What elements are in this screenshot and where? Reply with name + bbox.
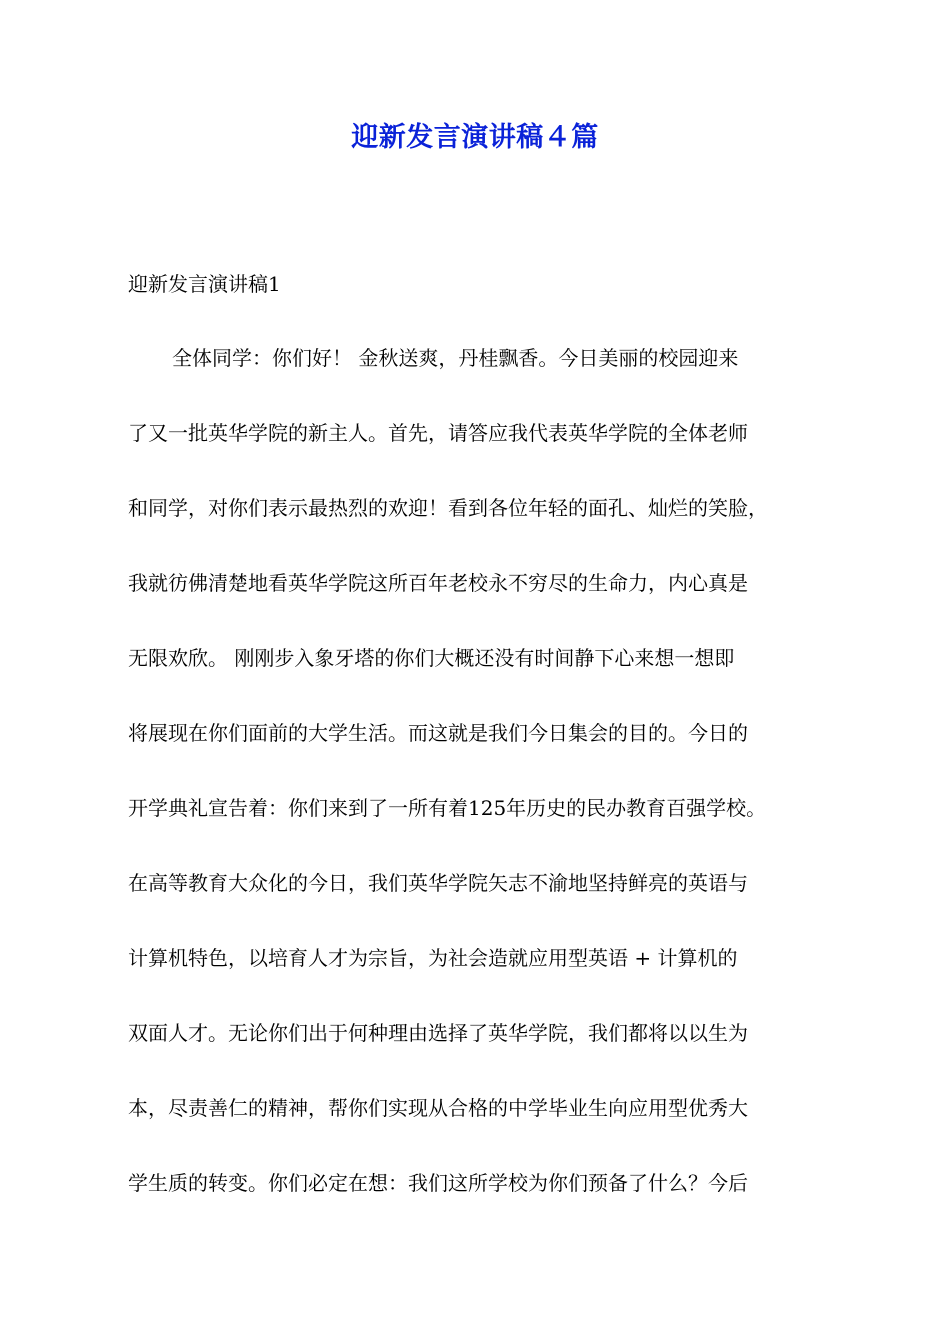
paragraph-line: 了又一批英华学院的新主人。首先，请答应我代表英华学院的全体老师 [128,421,748,445]
paragraph-line: 学生质的转变。你们必定在想：我们这所学校为你们预备了什么？今后 [128,1171,748,1195]
paragraph-line: 和同学，对你们表示最热烈的欢迎！看到各位年轻的面孔、灿烂的笑脸， [128,496,768,520]
paragraph-line: 我就彷佛清楚地看英华学院这所百年老校永不穷尽的生命力，内心真是 [128,571,748,595]
paragraph-line: 在高等教育大众化的今日，我们英华学院矢志不渝地坚持鲜亮的英语与 [128,871,748,895]
paragraph-line: 开学典礼宣告着：你们来到了一所有着125年历史的民办教育百强学校。 [128,796,767,820]
paragraph-line: 双面人才。无论你们出于何种理由选择了英华学院，我们都将以以生为 [128,1021,748,1045]
paragraph-line: 全体同学：你们好！ 金秋送爽，丹桂飘香。今日美丽的校园迎来 [172,346,739,370]
document-title: 迎新发言演讲稿４篇 [351,122,599,153]
paragraph-line: 将展现在你们面前的大学生活。而这就是我们今日集会的目的。今日的 [128,721,748,745]
paragraph-line: 无限欢欣。 刚刚步入象牙塔的你们大概还没有时间静下心来想一想即 [128,646,735,670]
paragraph-line: 本，尽责善仁的精神，帮你们实现从合格的中学毕业生向应用型优秀大 [128,1096,748,1120]
section-heading: 迎新发言演讲稿1 [128,272,281,296]
body-paragraph [128,338,838,1238]
paragraph-line: 计算机特色，以培育人才为宗旨，为社会造就应用型英语 + 计算机的 [128,946,738,970]
